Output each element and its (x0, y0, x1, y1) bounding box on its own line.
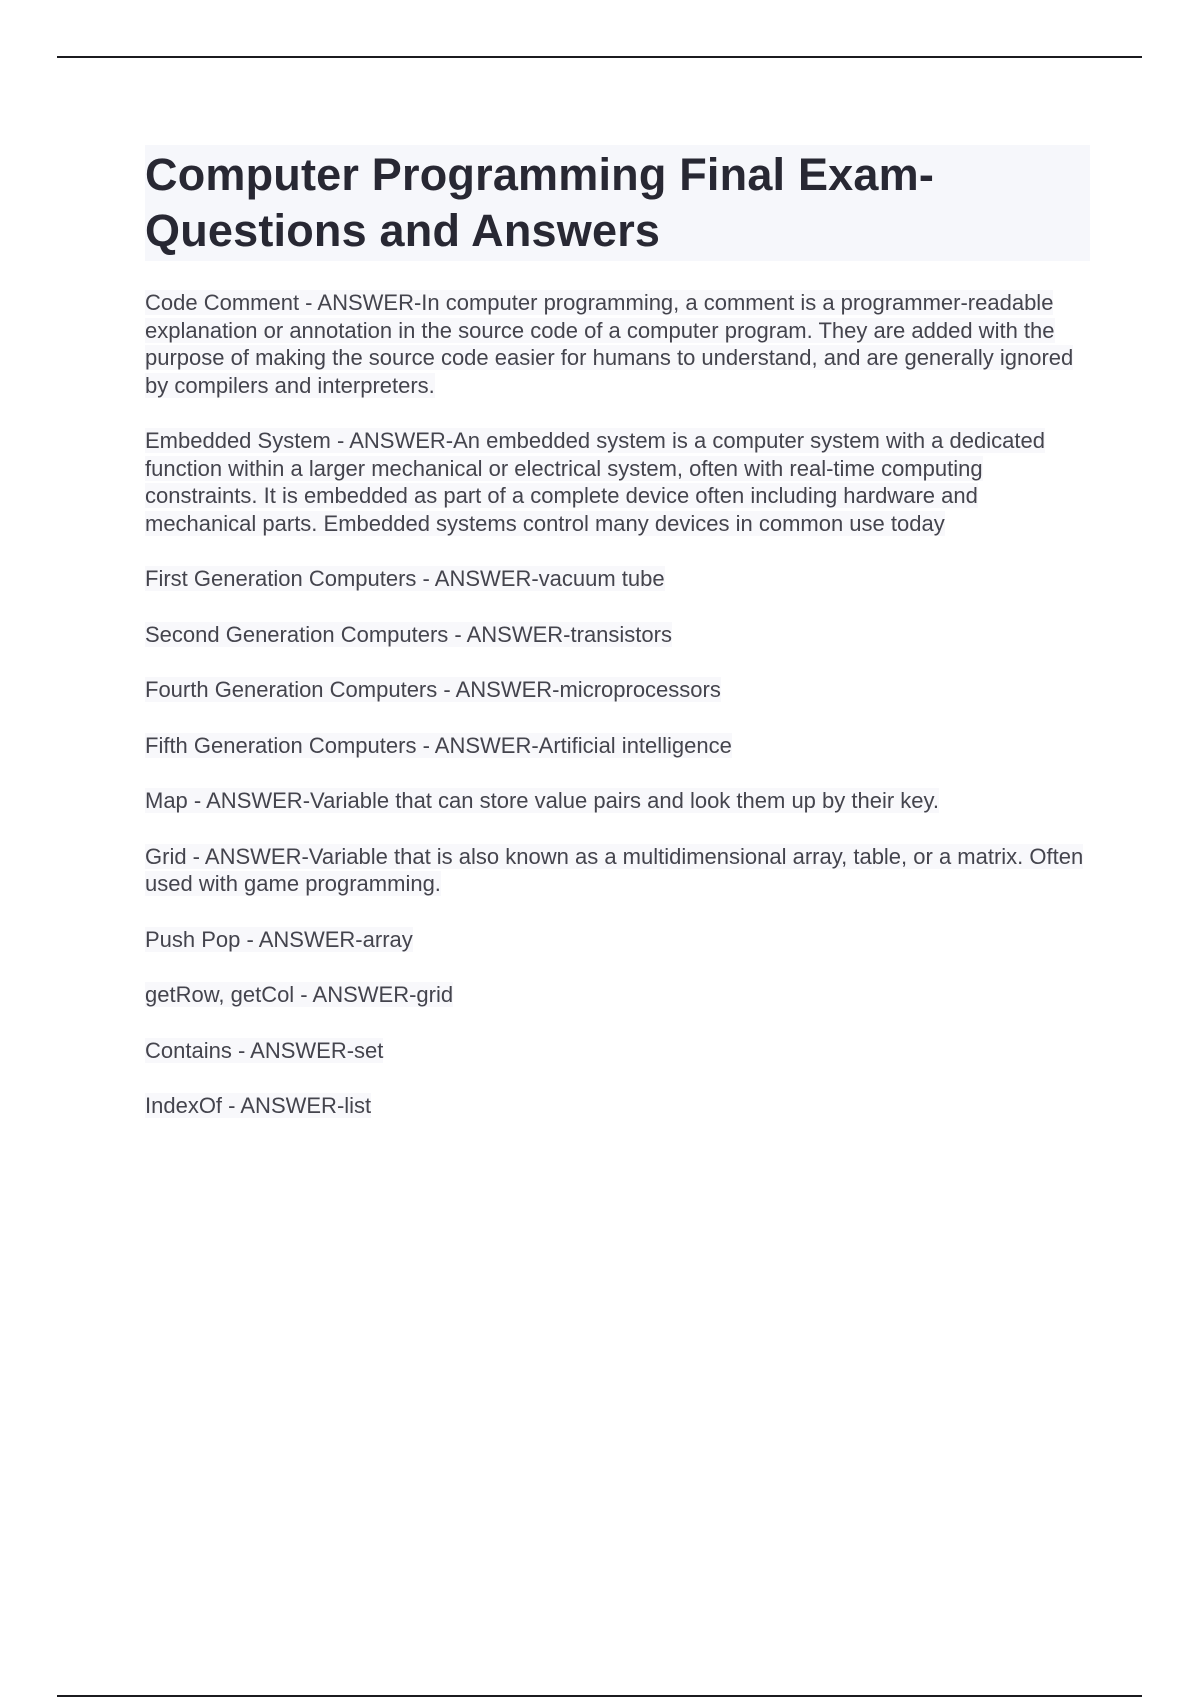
document-body (145, 145, 1090, 1148)
qa-list (145, 289, 1090, 1120)
qa-entry-text: Code Comment - ANSWER-In computer programming, a comment is a programmer-readable explanation or annotation in the source code of a computer program. They are added with the purpose of making the source code easier for humans to understand, and are generally ignored by compilers and interpreters. (145, 290, 1074, 398)
document-title: Computer Programming Final Exam- Questions and Answers (145, 149, 935, 256)
qa-entry-contains (145, 1037, 1090, 1065)
qa-entry-first-generation (145, 565, 1090, 593)
qa-entry-text: Fourth Generation Computers - ANSWER-microprocessors (145, 677, 721, 702)
qa-entry-text: Second Generation Computers - ANSWER-transistors (145, 621, 672, 647)
top-rule (57, 56, 1142, 58)
qa-entry-text: Grid - ANSWER-Variable that is also known as a multidimensional array, table, or a matrix. Often used with game programming. (145, 843, 1084, 896)
qa-entry-text: IndexOf - ANSWER-list (145, 1093, 372, 1118)
title-block (145, 145, 1090, 261)
qa-entry-fifth-generation (145, 732, 1090, 760)
qa-entry-text: Contains - ANSWER-set (145, 1037, 384, 1063)
qa-entry-embedded-system (145, 427, 1090, 537)
qa-entry-text: getRow, getCol - ANSWER-grid (145, 982, 454, 1007)
qa-entry-text: Fifth Generation Computers - ANSWER-Artificial intelligence (145, 732, 732, 758)
qa-entry-getrow-getcol (145, 981, 1090, 1009)
qa-entry-code-comment (145, 289, 1090, 399)
qa-entry-map (145, 787, 1090, 815)
qa-entry-text: First Generation Computers - ANSWER-vacuum tube (145, 566, 665, 591)
qa-entry-fourth-generation (145, 676, 1090, 704)
qa-entry-text: Map - ANSWER-Variable that can store value pairs and look them up by their key. (145, 788, 939, 813)
bottom-rule (57, 1695, 1142, 1697)
qa-entry-push-pop (145, 926, 1090, 954)
qa-entry-text: Push Pop - ANSWER-array (145, 926, 413, 952)
qa-entry-text: Embedded System - ANSWER-An embedded system is a computer system with a dedicated function within a larger mechanical or electrical system, often with real-time computing constraints. It is embedded as part of a complete device often including hardware and mechanical parts. Embedded systems control many devices in common use today (145, 428, 1045, 536)
qa-entry-grid (145, 843, 1090, 898)
qa-entry-indexof (145, 1092, 1090, 1120)
qa-entry-second-generation (145, 621, 1090, 649)
